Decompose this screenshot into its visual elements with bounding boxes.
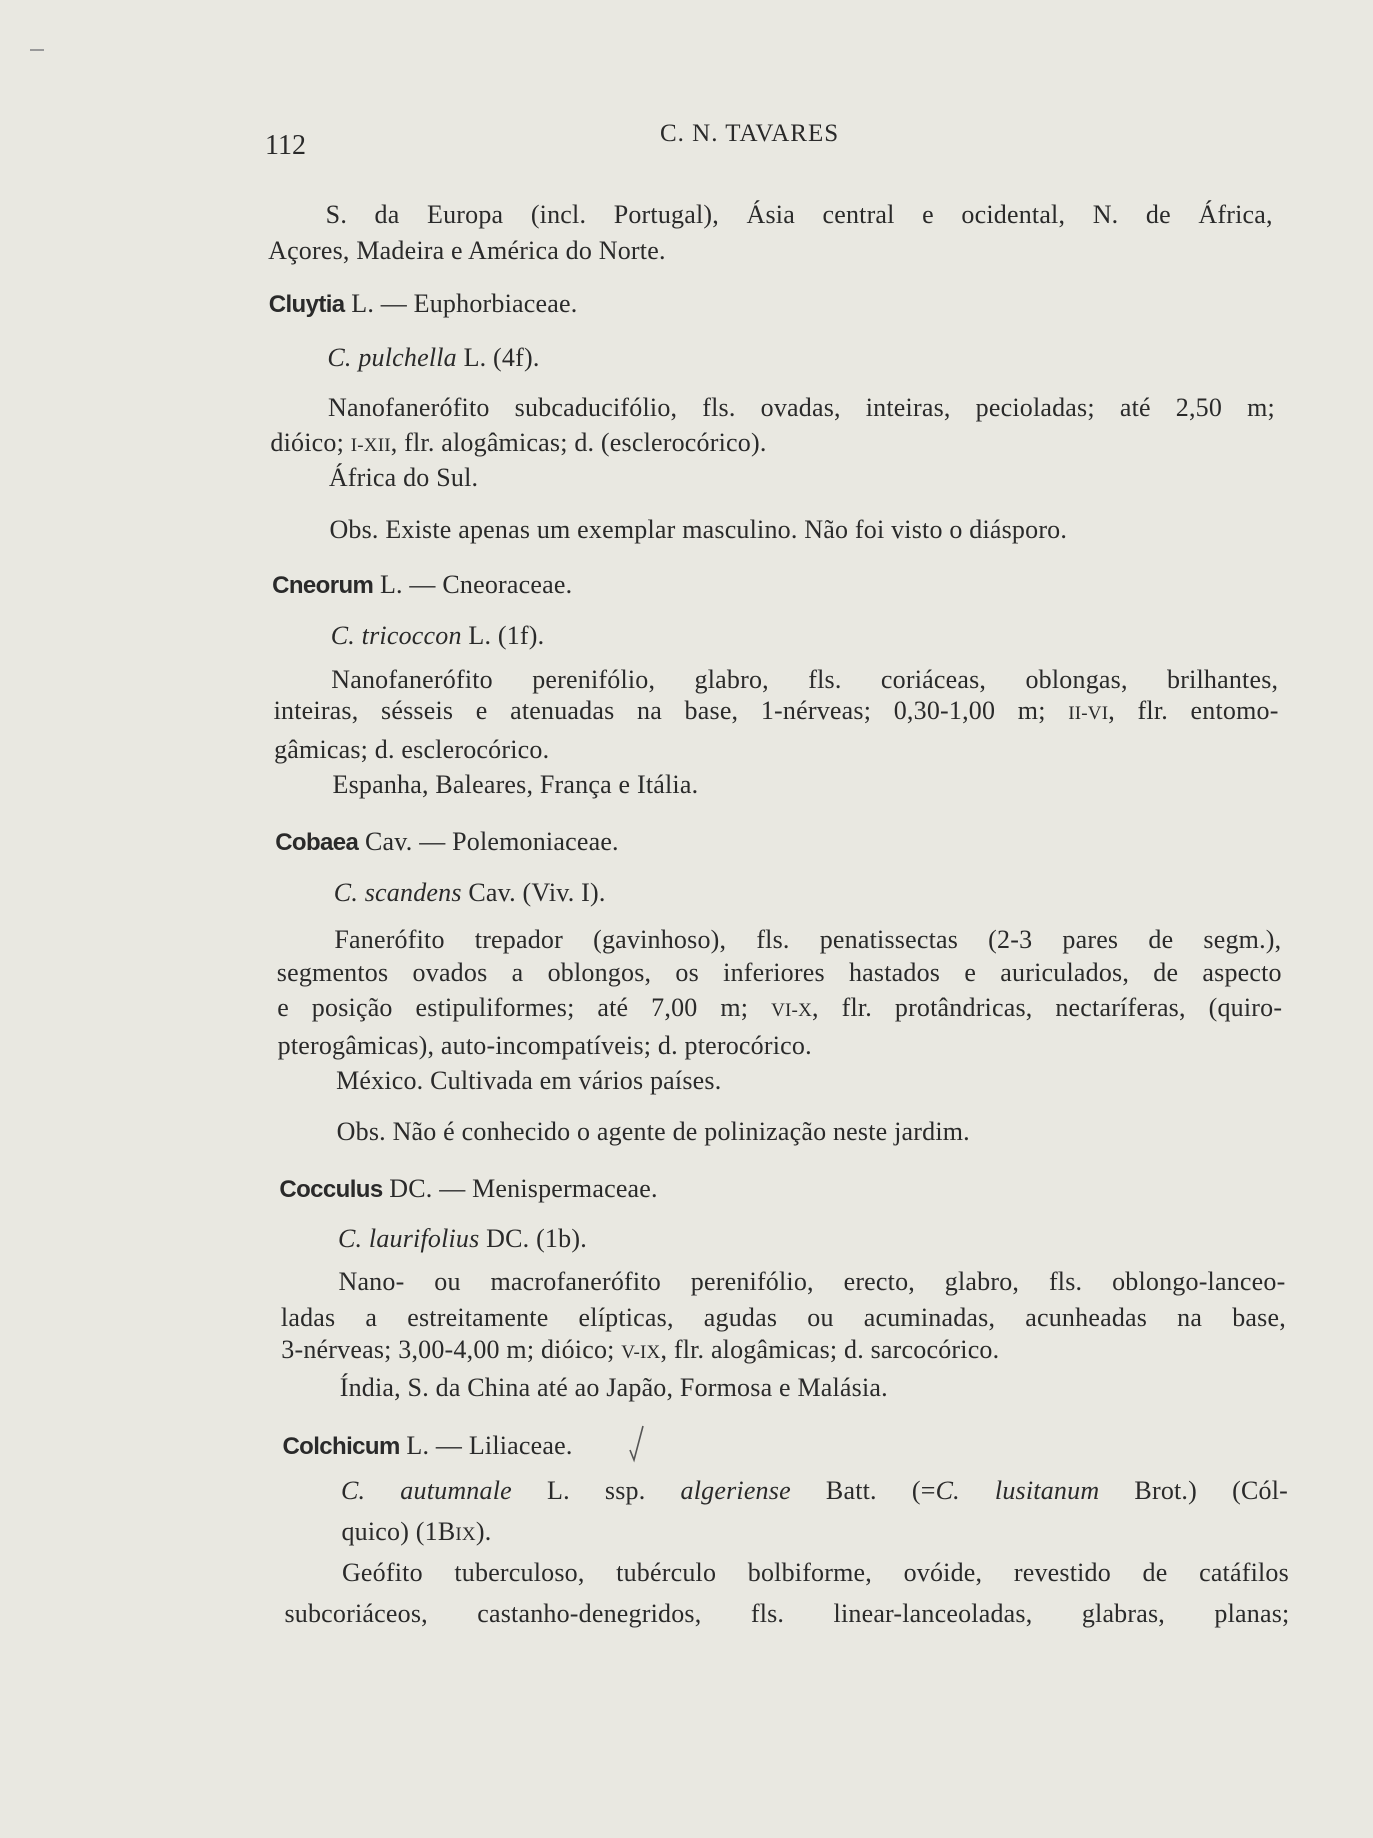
text-line [277,958,1282,988]
text-line [334,878,606,908]
text-segment: S. da Europa (incl. Portugal), Ásia central e ocidental, N. de África, [325,200,1273,229]
text-line [278,1031,812,1061]
text-segment: Açores, Madeira e América do Norte. [268,236,666,265]
text-line [338,1267,1285,1297]
text-segment: V-IX [621,1342,661,1363]
text-line [327,343,539,373]
text-segment: Obs. Existe apenas um exemplar masculino. Não foi visto o diásporo. [329,515,1068,544]
text-line [274,696,1279,729]
text-segment: IX [455,1524,476,1545]
text-line [338,1224,587,1254]
text-segment: VI-X [771,1000,812,1021]
text-line [341,1476,1288,1506]
text-segment: subcoriáceos, castanho-denegridos, fls. linear-lanceoladas, glabras, planas; [284,1599,1290,1628]
species-name: C. tricoccon [330,621,462,650]
text-line [284,1599,1289,1629]
text-segment: dióico; [270,428,351,457]
text-line [275,827,619,858]
text-line [334,925,1281,955]
text-segment: , flr. alogâmicas; d. sarcocórico. [660,1335,1000,1364]
text-line [331,665,1278,695]
text-segment: ). [475,1517,492,1546]
text-line [281,1335,999,1368]
running-head: C. N. TAVARES [660,120,840,147]
text-segment: L. — Cneoraceae. [373,570,573,599]
text-segment: 3-nérveas; 3,00-4,00 m; dióico; [281,1335,622,1364]
scan-artifact [30,49,44,51]
species-name: C. lusitanum [935,1476,1100,1505]
text-line [277,993,1282,1026]
species-name: C. scandens [333,878,462,907]
species-name: C. pulchella [327,343,457,372]
text-segment: e posição estipuliformes; até 7,00 m; [277,993,772,1022]
text-line [279,1174,657,1205]
text-segment: quico) (1B [341,1517,456,1546]
text-line [329,463,478,493]
text-segment: DC. (1b). [479,1224,587,1253]
species-name: C. autumnale [340,1476,512,1505]
text-segment: segmentos ovados a oblongos, os inferiores hastados e auriculados, de aspecto [276,958,1282,987]
text-line [333,770,699,800]
text-segment: L. ssp. [511,1476,681,1505]
text-segment: gâmicas; d. esclerocórico. [274,735,550,764]
species-name: C. laurifolius [337,1224,480,1253]
text-segment: Espanha, Baleares, França e Itália. [332,770,699,799]
text-segment: Batt. (= [790,1476,936,1505]
text-line [329,515,1067,545]
text-line [337,1117,970,1147]
genus-name: Colchicum [282,1433,400,1460]
text-segment: , flr. protândricas, nectaríferas, (quiro- [812,993,1283,1022]
text-segment: México. Cultivada em vários países. [336,1066,722,1095]
text-segment: África do Sul. [328,463,479,492]
text-segment: L. — Euphorbiaceae. [344,289,578,318]
text-line [281,1303,1286,1333]
text-segment: II-VI [1068,703,1109,724]
genus-name: Cluytia [268,291,345,318]
text-line [328,393,1275,423]
text-segment: I-XII [350,435,391,456]
text-segment: Cav. (Viv. I). [461,878,606,907]
text-line [342,1558,1289,1588]
genus-name: Cneorum [272,572,374,599]
text-line [326,200,1273,230]
text-segment: Nanofanerófito subcaducifólio, fls. ovadas, inteiras, pecioladas; até 2,50 m; [327,393,1275,422]
text-segment: Nanofanerófito perenifólio, glabro, fls. coriáceas, oblongas, brilhantes, [331,665,1279,694]
text-line [268,236,666,266]
text-line [340,1373,888,1403]
text-segment: Obs. Não é conhecido o agente de polinização neste jardim. [336,1117,970,1146]
text-segment: Brot.) (Cól- [1099,1476,1288,1505]
text-line [331,621,545,651]
text-segment: Fanerófito trepador (gavinhoso), fls. penatissectas (2-3 pares de segm.), [334,925,1282,954]
genus-name: Cobaea [275,829,359,856]
text-segment: Índia, S. da China até ao Japão, Formosa e Malásia. [339,1373,888,1402]
species-name: algeriense [680,1476,791,1505]
text-segment: L. — Liliaceae. [399,1431,573,1460]
text-segment: L. (4f). [456,343,540,372]
text-segment: Geófito tuberculoso, tubérculo bolbiforme, ovóide, revestido de catáfilos [341,1558,1289,1587]
text-segment: pterogâmicas), auto-incompatíveis; d. pterocórico. [277,1031,812,1060]
text-segment: , flr. alogâmicas; d. (esclerocórico). [390,428,767,457]
text-segment: L. (1f). [461,621,545,650]
text-line [270,428,766,461]
page-number: 112 [265,130,306,161]
text-segment: , flr. entomo- [1108,696,1279,725]
text-segment: Cav. — Polemoniaceae. [358,827,619,856]
handwritten-checkmark-icon [628,1424,646,1464]
text-segment: inteiras, sésseis e atenuadas na base, 1-nérveas; 0,30-1,00 m; [273,696,1069,725]
genus-name: Cocculus [279,1176,383,1203]
text-line [272,570,572,601]
text-line [282,1431,572,1462]
text-line [341,1517,491,1550]
text-line [336,1066,721,1096]
text-segment: DC. — Menispermaceae. [382,1174,658,1203]
text-line [269,289,578,320]
text-segment: ladas a estreitamente elípticas, agudas ou acuminadas, acunheadas na base, [280,1303,1286,1332]
text-segment: Nano- ou macrofanerófito perenifólio, erecto, glabro, fls. oblongo-lanceo- [338,1267,1286,1296]
text-line [274,735,549,765]
